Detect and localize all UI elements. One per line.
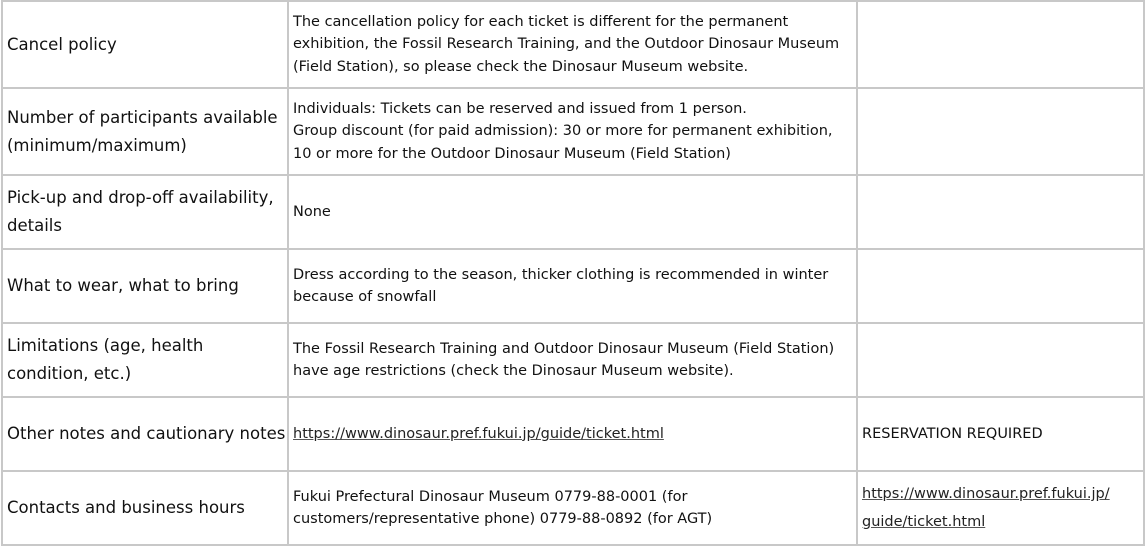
row-value bbox=[288, 175, 857, 249]
row-value-line: exhibition, the Fossil Research Training, and the Outdoor Dinosaur Museum bbox=[293, 36, 840, 53]
row-label bbox=[2, 88, 288, 175]
row-value-line: because of snowfall bbox=[293, 289, 437, 305]
contact-ticket-link[interactable] bbox=[862, 480, 1140, 536]
row-value bbox=[288, 88, 857, 175]
row-label-line: condition, etc.) bbox=[7, 364, 132, 383]
row-label-line: Other notes and cautionary notes bbox=[7, 424, 286, 443]
row-note bbox=[857, 397, 1144, 471]
row-note bbox=[857, 1, 1144, 88]
row-value-line: (Field Station), so please check the Dinosaur Museum website. bbox=[293, 58, 749, 75]
link-line: https://www.dinosaur.pref.fukui.jp/ bbox=[862, 486, 1110, 502]
row-note bbox=[857, 88, 1144, 175]
row-value bbox=[288, 323, 857, 397]
row-label bbox=[2, 249, 288, 323]
row-label-line: Number of participants available bbox=[7, 107, 278, 127]
row-note bbox=[857, 323, 1144, 397]
row-label-line: details bbox=[7, 216, 62, 235]
row-label bbox=[2, 471, 288, 545]
row-label bbox=[2, 175, 288, 249]
table-row-limitations bbox=[2, 323, 1144, 397]
row-label-line: Limitations (age, health bbox=[7, 336, 204, 355]
row-value-line: The cancellation policy for each ticket is different for the permanent bbox=[293, 13, 789, 30]
row-label-line: Cancel policy bbox=[7, 34, 117, 54]
row-value bbox=[288, 249, 857, 323]
row-value-line: 10 or more for the Outdoor Dinosaur Museum (Field Station) bbox=[293, 145, 731, 162]
row-label bbox=[2, 397, 288, 471]
row-note bbox=[857, 175, 1144, 249]
row-value-line: Dress according to the season, thicker clothing is recommended in winter bbox=[293, 266, 829, 283]
row-label-line: Contacts and business hours bbox=[7, 498, 245, 517]
row-label-line: (minimum/maximum) bbox=[7, 135, 187, 155]
row-note bbox=[857, 471, 1144, 545]
row-value-line: Fukui Prefectural Dinosaur Museum 0779-88-0001 (for bbox=[293, 488, 688, 505]
table-row-participants bbox=[2, 88, 1144, 175]
table-row-contacts bbox=[2, 471, 1144, 545]
row-value-line: The Fossil Research Training and Outdoor Dinosaur Museum (Field Station) bbox=[293, 340, 835, 357]
row-value-line: None bbox=[293, 203, 331, 220]
row-value-line: Individuals: Tickets can be reserved and issued from 1 person. bbox=[293, 100, 747, 117]
link-line: guide/ticket.html bbox=[862, 514, 986, 530]
table-row-cancel-policy bbox=[2, 1, 1144, 88]
reservation-required-note: RESERVATION REQUIRED bbox=[862, 426, 1043, 442]
row-value bbox=[288, 471, 857, 545]
table-row-pickup bbox=[2, 175, 1144, 249]
row-label bbox=[2, 1, 288, 88]
row-value bbox=[288, 397, 857, 471]
row-value-line: have age restrictions (check the Dinosaur Museum website). bbox=[293, 363, 734, 379]
row-value bbox=[288, 1, 857, 88]
row-label-line: What to wear, what to bring bbox=[7, 276, 239, 295]
table-row-what-to-wear bbox=[2, 249, 1144, 323]
row-value-line: Group discount (for paid admission): 30 or more for permanent exhibition, bbox=[293, 123, 833, 140]
ticket-info-link[interactable]: https://www.dinosaur.pref.fukui.jp/guide/ticket.html bbox=[293, 425, 664, 442]
row-value-line: customers/representative phone) 0779-88-0892 (for AGT) bbox=[293, 511, 713, 527]
table-row-other-notes bbox=[2, 397, 1144, 471]
row-note bbox=[857, 249, 1144, 323]
info-table bbox=[1, 0, 1145, 546]
row-label bbox=[2, 323, 288, 397]
row-label-line: Pick-up and drop-off availability, bbox=[7, 188, 274, 207]
